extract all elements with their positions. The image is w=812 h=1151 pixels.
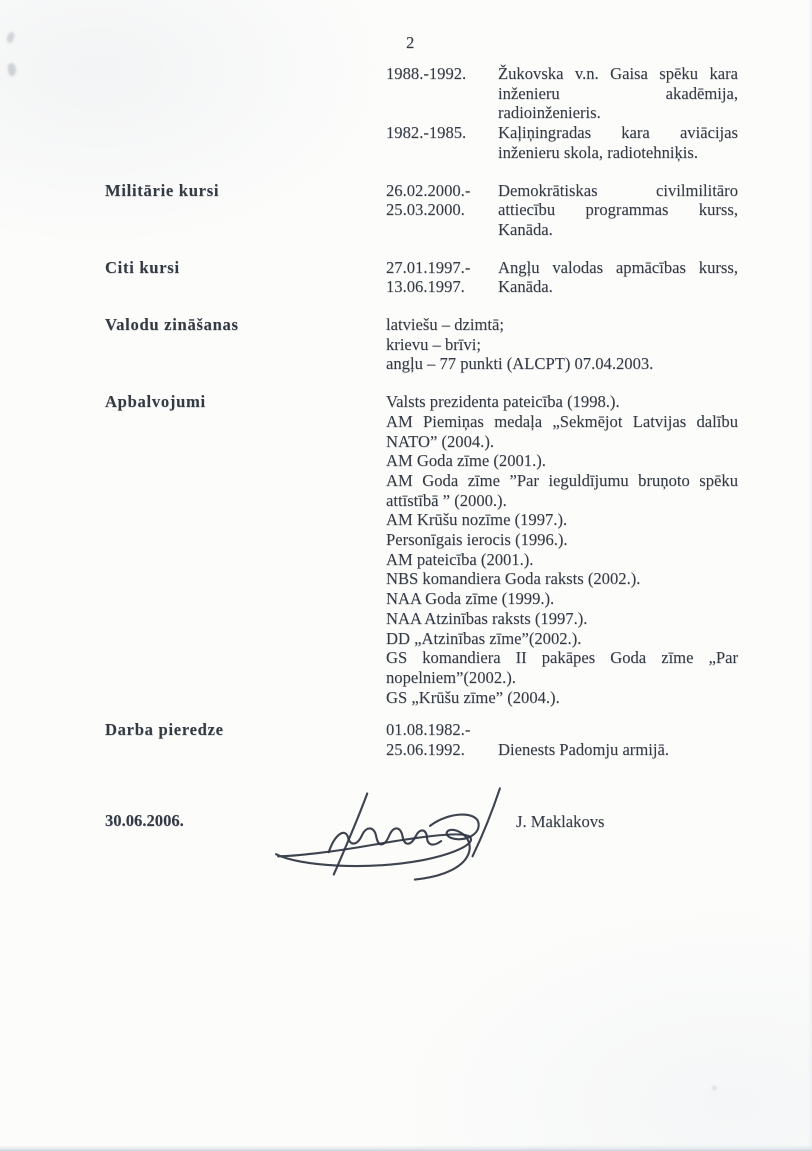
award-item: NAA Atzinības raksts (1997.). [386,608,588,628]
award-item: GS komandiera II pakāpes Goda zīme „Par nopelniem”(2002.). [386,648,738,687]
scan-right-edge [808,0,812,1151]
scan-speck [7,63,17,77]
scan-bottom-edge [0,1145,812,1151]
description: Kaļiņingradas kara aviācijas inženieru skola, radiotehniķis. [498,123,738,162]
language-list [386,315,738,374]
award-item: AM Piemiņas medaļa „Sekmējot Latvijas dalību NATO” (2004.). [386,411,738,451]
award-item: AM pateicība (2001.). [386,549,534,569]
section-label: Darba pieredze [105,720,224,740]
description: Žukovska v.n. Gaisa spēku kara inženieru akadēmija, radioinženieris. [498,64,738,123]
scan-speck [712,1086,717,1090]
date-line: 1982.-1985. [386,123,467,143]
page-number: 2 [406,33,415,52]
date-range [386,181,498,240]
section-label: Valodu zināšanas [105,315,239,335]
course-row [386,181,738,240]
date-range [386,720,498,759]
award-item: NBS komandiera Goda raksts (2002.). [386,569,641,589]
description: Dienests Padomju armijā. [498,740,669,760]
section-military-courses [105,181,738,240]
date-line: 13.06.1997. [386,277,465,297]
section-languages [105,315,738,374]
award-item: NAA Goda zīme (1999.). [386,589,555,609]
description: Demokrātiskas civilmilitāro attiecību programmas kurss, Kanāda. [498,180,738,239]
date-line: 01.08.1982.- [386,720,471,740]
work-row [386,720,738,759]
course-row [386,258,738,297]
section-gap [105,163,738,181]
award-item: AM Goda zīme ”Par ieguldījumu bruņoto spēku attīstībā ” (2000.). [386,470,738,510]
award-item: Valsts prezidenta pateicība (1998.). [386,392,620,412]
signature-image [270,784,508,888]
section-education [105,64,738,163]
date-line: 1988.-1992. [386,64,467,83]
language-item: angļu – 77 punkti (ALCPT) 07.04.2003. [386,354,654,374]
award-item: Personīgais ierocis (1996.). [386,530,568,550]
date-line: 25.03.2000. [386,200,465,220]
section-other-courses [105,258,738,297]
date-range [386,258,498,297]
section-label: Apbalvojumi [105,392,206,412]
signature-name: J. Maklakovs [516,812,605,831]
education-row [386,123,738,162]
section-label: Militārie kursi [105,180,220,200]
language-item: krievu – brīvi; [386,334,481,354]
award-item: DD „Atzinības zīme”(2002.). [386,628,582,648]
section-work-experience [105,720,738,759]
award-item: AM Goda zīme (2001.). [386,451,546,471]
section-label: Citi kursi [105,257,180,277]
date-line: 27.01.1997.- [386,257,471,277]
award-item: AM Krūšu nozīme (1997.). [386,510,568,530]
language-item: latviešu – dzimtā; [386,315,504,335]
description: Angļu valodas apmācības kurss, Kanāda. [498,257,738,297]
document-body [105,64,738,760]
date-line: 26.02.2000.- [386,180,471,200]
date-line: 25.06.1992. [386,740,465,760]
award-item: GS „Krūšu zīme” (2004.). [386,687,560,707]
section-awards [105,392,738,707]
signature-date: 30.06.2006. [105,811,184,830]
education-row [386,64,738,123]
date-range [386,64,498,123]
scan-speck [6,31,15,43]
education-rows [386,64,738,163]
date-range [386,123,498,162]
award-list [386,392,738,707]
